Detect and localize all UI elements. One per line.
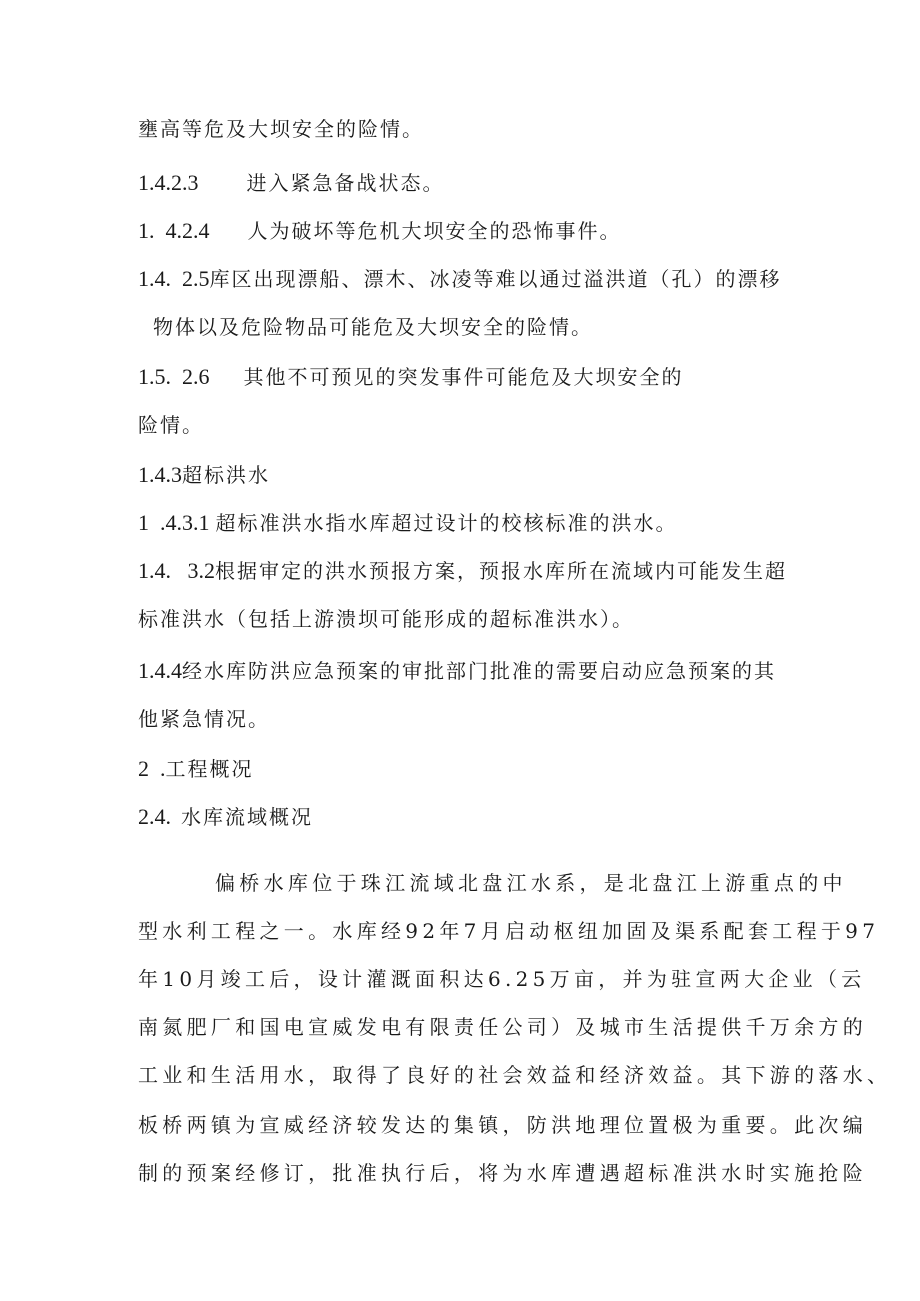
section-number: 2.4.: [138, 804, 171, 829]
text-line: 标准洪水（包括上游溃坝可能形成的超标准洪水）。: [138, 607, 634, 631]
section-number: 2 .: [138, 756, 166, 781]
section-text: 其他不可预见的突发事件可能危及大坝安全的: [243, 365, 684, 389]
section-number: 1. 4.2.4: [138, 218, 210, 243]
section-number: 1.4.2.3: [138, 170, 199, 195]
section-text: 进入紧急备战状态。: [246, 171, 445, 195]
section-heading: 工程概况: [165, 757, 254, 781]
paragraph-line: 年10月竣工后，设计灌溉面积达6.25万亩，并为驻宣两大企业（云: [138, 967, 866, 991]
section-number: 1.4. 2.5: [138, 266, 210, 291]
chapter-2-heading: [138, 756, 254, 782]
paragraph-line: 型水利工程之一。水库经92年7月启动枢纽加固及渠系配套工程于97: [138, 919, 880, 943]
section-text: 人为破坏等危机大坝安全的恐怖事件。: [247, 219, 622, 243]
section-1-4-2-4: [138, 218, 622, 244]
section-1-4-3: [138, 462, 270, 488]
section-text: 超标准洪水指水库超过设计的校核标准的洪水。: [215, 511, 678, 535]
section-1-4-2-5: [138, 266, 782, 292]
section-text: 经水库防洪应急预案的审批部门批准的需要启动应急预案的其: [182, 659, 776, 683]
section-number: 1.5. 2.6: [138, 364, 210, 389]
paragraph-line: 工业和生活用水，取得了良好的社会效益和经济效益。其下游的落水、: [138, 1063, 892, 1087]
section-number: 1.4.3: [138, 462, 182, 487]
section-text: 根据审定的洪水预报方案，预报水库所在流域内可能发生超: [215, 559, 787, 583]
section-2-4-heading: [138, 804, 313, 830]
section-1-5-2-6: [138, 364, 684, 390]
section-1-4-4: [138, 658, 776, 684]
section-heading: 超标洪水: [182, 463, 270, 487]
section-1-4-3-2: [138, 558, 787, 584]
text-line: 物体以及危险物品可能危及大坝安全的险情。: [153, 315, 593, 339]
section-1-4-3-1: [138, 510, 678, 536]
paragraph-line: 偏桥水库位于珠江流域北盘江水系，是北盘江上游重点的中: [215, 871, 847, 895]
section-number: 1.4. 3.2: [138, 558, 215, 583]
section-text: 库区出现漂船、漂木、冰凌等难以通过溢洪道（孔）的漂移: [209, 267, 782, 291]
text-line: 壅高等危及大坝安全的险情。: [138, 117, 424, 141]
text-line: 他紧急情况。: [138, 707, 270, 731]
text-line: 险情。: [138, 413, 204, 437]
section-number: 1.4.4: [138, 658, 182, 683]
section-number: 1 .4.3.1: [138, 510, 210, 535]
paragraph-line: 板桥两镇为宣威经济较发达的集镇，防洪地理位置极为重要。此次编: [138, 1113, 867, 1137]
paragraph-line: 制的预案经修订，批准执行后，将为水库遭遇超标准洪水时实施抢险: [138, 1161, 867, 1185]
paragraph-line: 南氮肥厂和国电宣威发电有限责任公司）及城市生活提供千万余方的: [138, 1015, 867, 1039]
section-1-4-2-3: [138, 170, 445, 196]
section-heading: 水库流域概况: [181, 805, 313, 829]
